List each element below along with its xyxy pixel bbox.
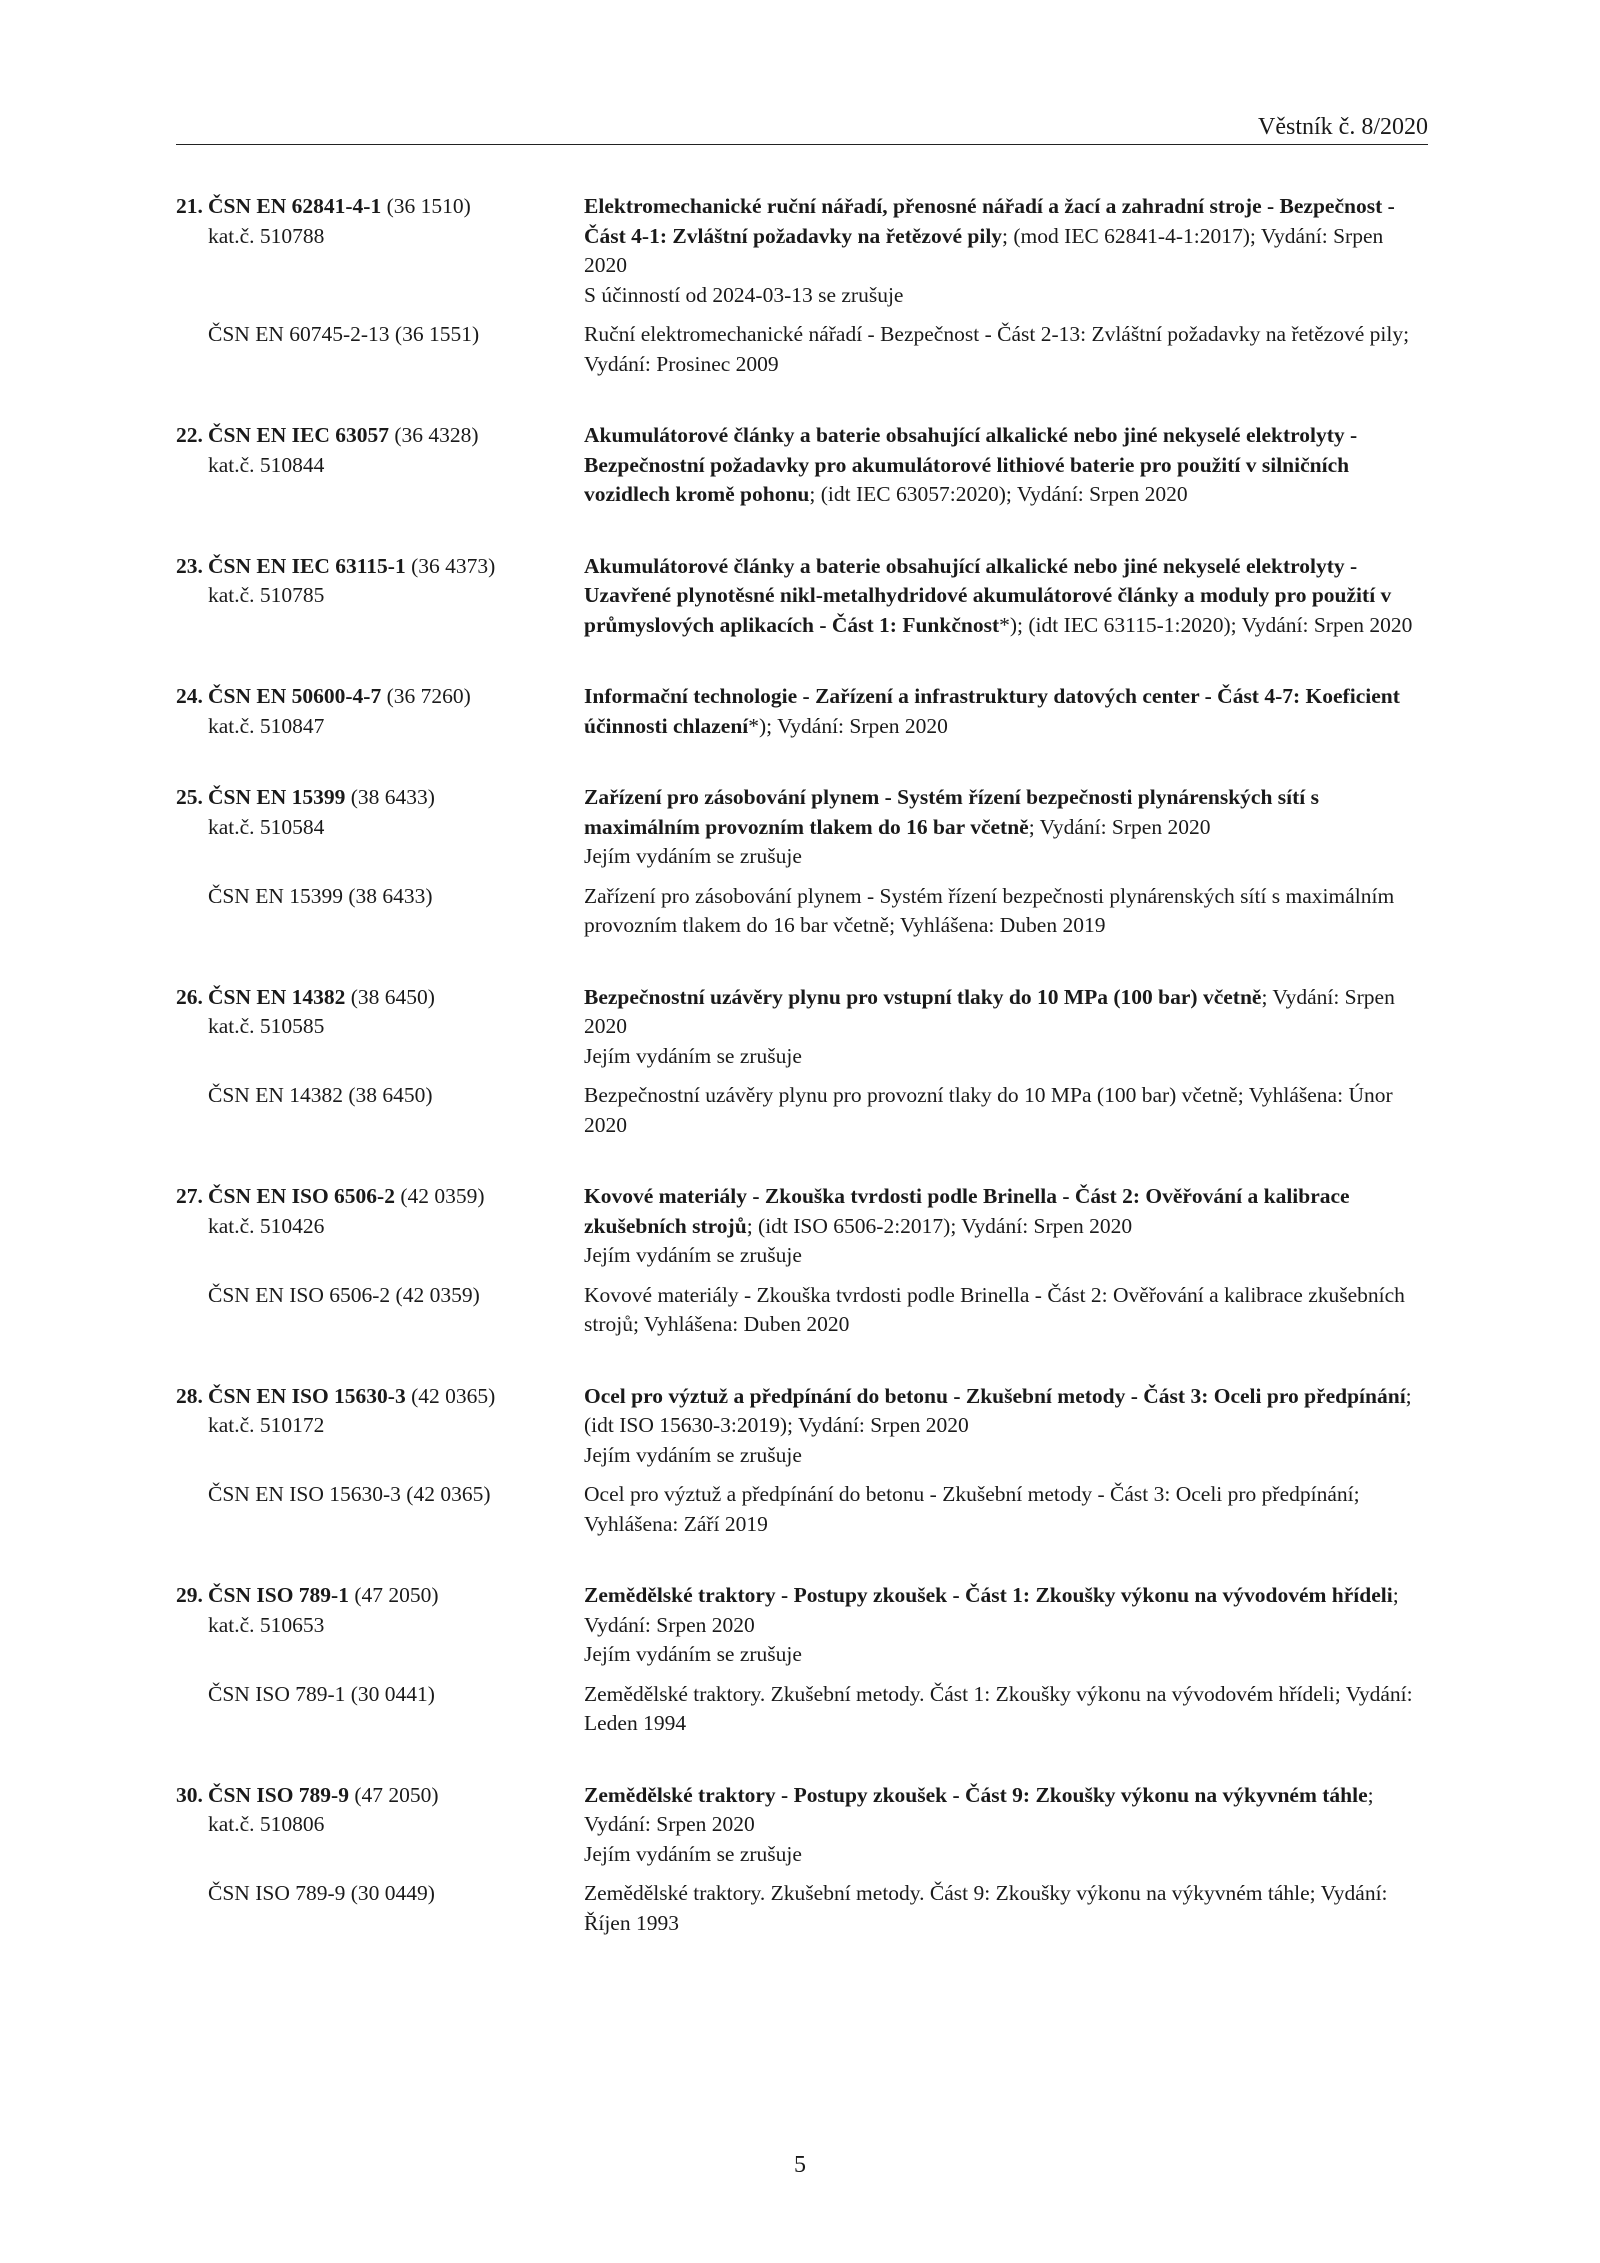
- standard-title: Bezpečnostní uzávěry plynu pro vstupní tlaky do 10 MPa (100 bar) včetně: [584, 984, 1262, 1009]
- standard-title-details: ; (idt ISO 6506-2:2017); Vydání: Srpen 2020: [746, 1213, 1133, 1238]
- replaced-standard-code: ČSN EN ISO 6506-2 (42 0359): [208, 1282, 480, 1307]
- standards-list: [176, 192, 1428, 1980]
- standard-class: (38 6450): [345, 984, 435, 1009]
- standard-class: (42 0359): [394, 1184, 485, 1208]
- standard-code: ČSN EN 62841-4-1: [208, 194, 382, 218]
- replacement-note: Jejím vydáním se zrušuje: [584, 844, 802, 868]
- standard-title: Akumulátorové články a baterie obsahující alkalické nebo jiné nekyselé elektrolyty - Uzavřené plynotěsné nikl-metalhydridové akumulátorové články a moduly pro použití v průmyslových aplikacích - Část 1: Funkčnost: [584, 553, 1392, 637]
- standard-entry: [176, 192, 1428, 379]
- standard-class: (36 1510): [381, 194, 471, 218]
- entry-number: 26.: [176, 984, 203, 1009]
- standard-entry: [176, 421, 1428, 510]
- standard-code: ČSN EN 14382: [208, 984, 346, 1009]
- entry-number: 21.: [176, 194, 203, 218]
- replaced-standard-code: ČSN EN 60745-2-13 (36 1551): [208, 322, 480, 346]
- replaced-standard-title: Zařízení pro zásobování plynem - Systém řízení bezpečnosti plynárenských sítí s maximálním provozním tlakem do 16 bar včetně; Vyhlášena: Duben 2019: [584, 883, 1395, 937]
- standard-title-details: ; Vydání: Srpen 2020: [584, 984, 1395, 1038]
- replaced-standard-title: Kovové materiály - Zkouška tvrdosti podle Brinella - Část 2: Ověřování a kalibrace zkušebních strojů; Vyhlášena: Duben 2020: [584, 1282, 1405, 1336]
- page-number: 5: [794, 2152, 806, 2178]
- standard-title: Ocel pro výztuž a předpínání do betonu - Zkušební metody - Část 3: Oceli pro předpínání: [584, 1383, 1406, 1408]
- standard-title: Informační technologie - Zařízení a infrastruktury datových center - Část 4-7: Koeficient účinnosti chlazení: [584, 684, 1400, 738]
- standard-code: ČSN EN IEC 63115-1: [208, 553, 406, 578]
- standard-code: ČSN EN IEC 63057: [208, 423, 389, 447]
- standard-title: Kovové materiály - Zkouška tvrdosti podle Brinella - Část 2: Ověřování a kalibrace zkušebních strojů: [584, 1184, 1350, 1238]
- standard-entry: [176, 1781, 1428, 1939]
- standard-code: ČSN ISO 789-1: [208, 1583, 349, 1607]
- entry-number: 23.: [176, 553, 203, 578]
- standard-entry: [176, 682, 1428, 741]
- standard-title-details: ; (idt ISO 15630-3:2019); Vydání: Srpen 2020: [584, 1383, 1412, 1437]
- catalog-number: kat.č. 510785: [208, 583, 325, 607]
- standard-class: (47 2050): [348, 1583, 439, 1607]
- standard-title-details: ; Vydání: Srpen 2020: [1028, 814, 1211, 839]
- catalog-number: kat.č. 510788: [208, 223, 325, 248]
- catalog-number: kat.č. 510847: [208, 713, 325, 738]
- replaced-standard-title: Zemědělské traktory. Zkušební metody. Část 1: Zkoušky výkonu na vývodovém hřídeli; Vydání: Leden 1994: [584, 1681, 1413, 1735]
- standard-entry: [176, 552, 1428, 641]
- standard-entry: [176, 1382, 1428, 1540]
- replacement-note: Jejím vydáním se zrušuje: [584, 1642, 802, 1666]
- replaced-standard-title: Zemědělské traktory. Zkušební metody. Část 9: Zkoušky výkonu na výkyvném táhle; Vydání: Říjen 1993: [584, 1881, 1388, 1935]
- catalog-number: kat.č. 510844: [208, 452, 325, 477]
- replaced-standard-code: ČSN EN 15399 (38 6433): [208, 883, 433, 908]
- replaced-standard-title: Bezpečnostní uzávěry plynu pro provozní tlaky do 10 MPa (100 bar) včetně; Vyhlášena: Únor 2020: [584, 1083, 1393, 1137]
- replaced-standard-code: ČSN ISO 789-9 (30 0449): [208, 1881, 435, 1905]
- standard-code: ČSN EN 50600-4-7: [208, 684, 382, 708]
- standard-title: Zemědělské traktory - Postupy zkoušek - Část 1: Zkoušky výkonu na vývodovém hřídeli: [584, 1583, 1393, 1607]
- standard-class: (38 6433): [345, 785, 435, 809]
- standard-title-details: ; Vydání: Srpen 2020: [584, 1583, 1399, 1637]
- standard-class: (36 7260): [381, 684, 471, 708]
- standard-title: Akumulátorové články a baterie obsahující alkalické nebo jiné nekyselé elektrolyty - Bezpečnostní požadavky pro akumulátorové lithiové baterie pro použití v silničních vozidlech kromě pohonu: [584, 423, 1358, 506]
- standard-title: Elektromechanické ruční nářadí, přenosné nářadí a žací a zahradní stroje - Bezpečnost - Část 4-1: Zvláštní požadavky na řetězové pily: [584, 194, 1395, 248]
- standard-title-details: *); Vydání: Srpen 2020: [748, 713, 948, 738]
- entry-number: 25.: [176, 785, 203, 809]
- standard-entry: [176, 1581, 1428, 1739]
- catalog-number: kat.č. 510426: [208, 1213, 325, 1238]
- standard-class: (36 4373): [405, 553, 496, 578]
- entry-number: 30.: [176, 1782, 203, 1807]
- standard-entry: [176, 983, 1428, 1141]
- replaced-standard-code: ČSN ISO 789-1 (30 0441): [208, 1681, 435, 1706]
- header-divider: [176, 144, 1428, 145]
- standard-title: Zemědělské traktory - Postupy zkoušek - Část 9: Zkoušky výkonu na výkyvném táhle: [584, 1782, 1368, 1807]
- standard-code: ČSN EN ISO 6506-2: [208, 1184, 395, 1208]
- standard-code: ČSN EN 15399: [208, 785, 346, 809]
- replacement-note: Jejím vydáním se zrušuje: [584, 1043, 802, 1068]
- standard-entry: [176, 1182, 1428, 1340]
- standard-entry: [176, 783, 1428, 941]
- standard-code: ČSN EN ISO 15630-3: [208, 1383, 406, 1408]
- entry-number: 24.: [176, 684, 203, 708]
- page-header: Věstník č. 8/2020: [1258, 114, 1428, 140]
- catalog-number: kat.č. 510584: [208, 814, 325, 839]
- standard-title: Zařízení pro zásobování plynem - Systém řízení bezpečnosti plynárenských sítí s maximálním provozním tlakem do 16 bar včetně: [584, 785, 1319, 839]
- standard-title-details: *); (idt IEC 63115-1:2020); Vydání: Srpen 2020: [999, 612, 1413, 637]
- standard-code: ČSN ISO 789-9: [208, 1782, 349, 1807]
- standard-title-details: ; (idt IEC 63057:2020); Vydání: Srpen 2020: [809, 482, 1188, 506]
- entry-number: 22.: [176, 423, 203, 447]
- replacement-note: Jejím vydáním se zrušuje: [584, 1243, 802, 1267]
- replacement-note: Jejím vydáním se zrušuje: [584, 1841, 802, 1866]
- catalog-number: kat.č. 510806: [208, 1812, 325, 1836]
- replaced-standard-title: Ocel pro výztuž a předpínání do betonu - Zkušební metody - Část 3: Oceli pro předpínání; Vyhlášena: Září 2019: [584, 1482, 1360, 1536]
- catalog-number: kat.č. 510172: [208, 1413, 325, 1437]
- replaced-standard-title: Ruční elektromechanické nářadí - Bezpečnost - Část 2-13: Zvláštní požadavky na řetězové pily; Vydání: Prosinec 2009: [584, 322, 1410, 376]
- entry-number: 29.: [176, 1583, 203, 1607]
- standard-class: (47 2050): [348, 1782, 439, 1807]
- standard-class: (36 4328): [389, 423, 479, 447]
- standard-title-details: ; Vydání: Srpen 2020: [584, 1782, 1374, 1836]
- standard-class: (42 0365): [405, 1383, 496, 1408]
- entry-number: 28.: [176, 1383, 203, 1408]
- replaced-standard-code: ČSN EN ISO 15630-3 (42 0365): [208, 1482, 491, 1506]
- replacement-note: Jejím vydáním se zrušuje: [584, 1442, 802, 1467]
- standard-title-details: ; (mod IEC 62841-4-1:2017); Vydání: Srpen 2020: [584, 223, 1384, 277]
- catalog-number: kat.č. 510653: [208, 1612, 325, 1637]
- entry-number: 27.: [176, 1184, 203, 1208]
- replacement-note: S účinností od 2024-03-13 se zrušuje: [584, 282, 904, 307]
- catalog-number: kat.č. 510585: [208, 1014, 325, 1038]
- replaced-standard-code: ČSN EN 14382 (38 6450): [208, 1083, 433, 1107]
